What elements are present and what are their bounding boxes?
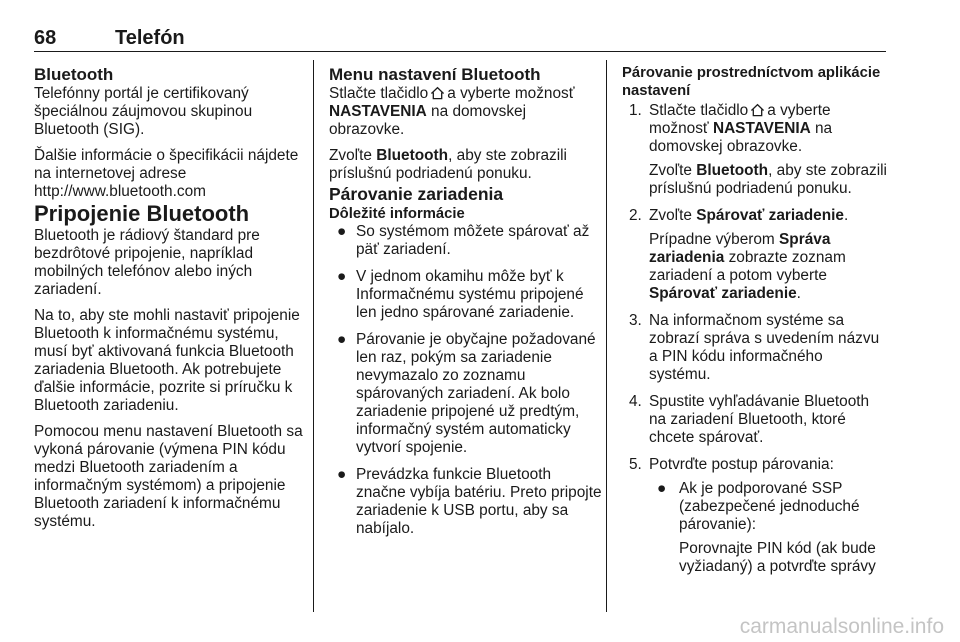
- column-1: [34, 64, 306, 531]
- list-item: ● Párovanie je obyčajne požadované len raz, pokým sa zariadenie nevymazalo zo zoznamu spárovaných zariadení. Ak bolo zariadenie pripojené už predtým, informačný systém automaticky vytvorí spojenie.: [337, 331, 596, 456]
- list-item: ● Ak je podporované SSP (zabezpečené jednoduché párovanie): Porovnajte PIN kód (ak bude vyžiadaný) a potvrďte správy: [657, 480, 876, 575]
- heading-app-pairing: Párovanie prostredníctvom aplikácie nastavení: [622, 65, 881, 99]
- bullet-dot: ●: [657, 480, 667, 497]
- bullet-dot: ●: [337, 268, 347, 285]
- column-divider-1: [313, 60, 314, 612]
- important-list: [329, 223, 603, 538]
- column-3: [622, 64, 888, 576]
- column-2: [329, 64, 603, 538]
- bullet-dot: ●: [337, 223, 347, 240]
- step-3: 3. Na informačnom systéme sa zobrazí správa s uvedením názvu a PIN kódu informačného systému.: [629, 312, 880, 383]
- chapter-title: Telefón: [115, 27, 185, 49]
- paragraph-certified: Telefónny portál je certifikovaný špeciálnou záujmovou skupinou Bluetooth (SIG).: [34, 85, 253, 138]
- heading-bluetooth: Bluetooth: [34, 65, 114, 84]
- paragraph-press-button: Stlačte tlačidlo a vyberte možnosť NASTAVENIA na domovskej obrazovke.: [329, 85, 575, 138]
- paragraph-setup: Na to, aby ste mohli nastaviť pripojenie Bluetooth k informačnému systému, musí byť aktivovaná funkcia Bluetooth zariadenia Bluetooth. Ak potrebujete ďalšie informácie, pozrite si príručku k Bluetooth zariadeniu.: [34, 307, 300, 414]
- bullet-dot: ●: [337, 466, 347, 483]
- bullet-dot: ●: [337, 331, 347, 348]
- step-4: 4. Spustite vyhľadávanie Bluetooth na zariadení Bluetooth, ktoré chcete spárovať.: [629, 393, 870, 446]
- paragraph-menu: Pomocou menu nastavení Bluetooth sa vykoná párovanie (výmena PIN kódu medzi Bluetooth zariadením a informačným systémom) a pripojenie Bluetooth zariadení k informačnému systému.: [34, 423, 303, 530]
- step-5: 5. Potvrďte postup párovania: ● Ak je podporované SSP (zabezpečené jednoduché párovanie): Porovnajte PIN kód (ak bude vyžiadaný) a potvrďte správy: [622, 456, 888, 576]
- list-item: ● V jednom okamihu môže byť k Informačnému systému pripojené len jedno spárované zariadenie.: [337, 268, 584, 321]
- column-divider-2: [606, 60, 607, 612]
- step-2: 2. Zvoľte Spárovať zariadenie. Prípadne výberom Správa zariadenia zobrazte zoznam zariadení a potom vyberte Spárovať zariadenie.: [629, 207, 849, 302]
- page-number: 68: [34, 27, 57, 49]
- paragraph-radio-standard: Bluetooth je rádiový štandard pre bezdrôtové pripojenie, napríklad mobilných telefónov alebo iných zariadení.: [34, 227, 260, 298]
- heading-menu-nastaveni: Menu nastavení Bluetooth: [329, 65, 541, 84]
- list-item: ● So systémom môžete spárovať až päť zariadení.: [337, 223, 590, 258]
- home-icon: [430, 86, 445, 100]
- header-rule: [34, 51, 886, 52]
- heading-dolezite: Dôležité informácie: [329, 206, 465, 222]
- paragraph-select-bluetooth: Zvoľte Bluetooth, aby ste zobrazili príslušnú podriadenú ponuku.: [329, 147, 567, 182]
- heading-parovanie: Párovanie zariadenia: [329, 184, 504, 204]
- page-header: [34, 27, 886, 53]
- heading-pripojenie: Pripojenie Bluetooth: [34, 201, 250, 226]
- paragraph-more-info: Ďalšie informácie o špecifikácii nájdete na internetovej adrese http://www.bluetooth.com: [34, 147, 299, 200]
- home-icon: [750, 103, 765, 117]
- step-1: 1. Stlačte tlačidlo a vyberte možnosť NASTAVENIA na domovskej obrazovke. Zvoľte Bluetooth, aby ste zobrazili príslušnú podriadenú ponuku.: [629, 102, 887, 197]
- list-item: ● Prevádzka funkcie Bluetooth značne vybíja batériu. Preto pripojte zariadenie k USB portu, aby sa nabíjalo.: [337, 466, 602, 537]
- watermark: carmanualsonline.info: [739, 615, 944, 638]
